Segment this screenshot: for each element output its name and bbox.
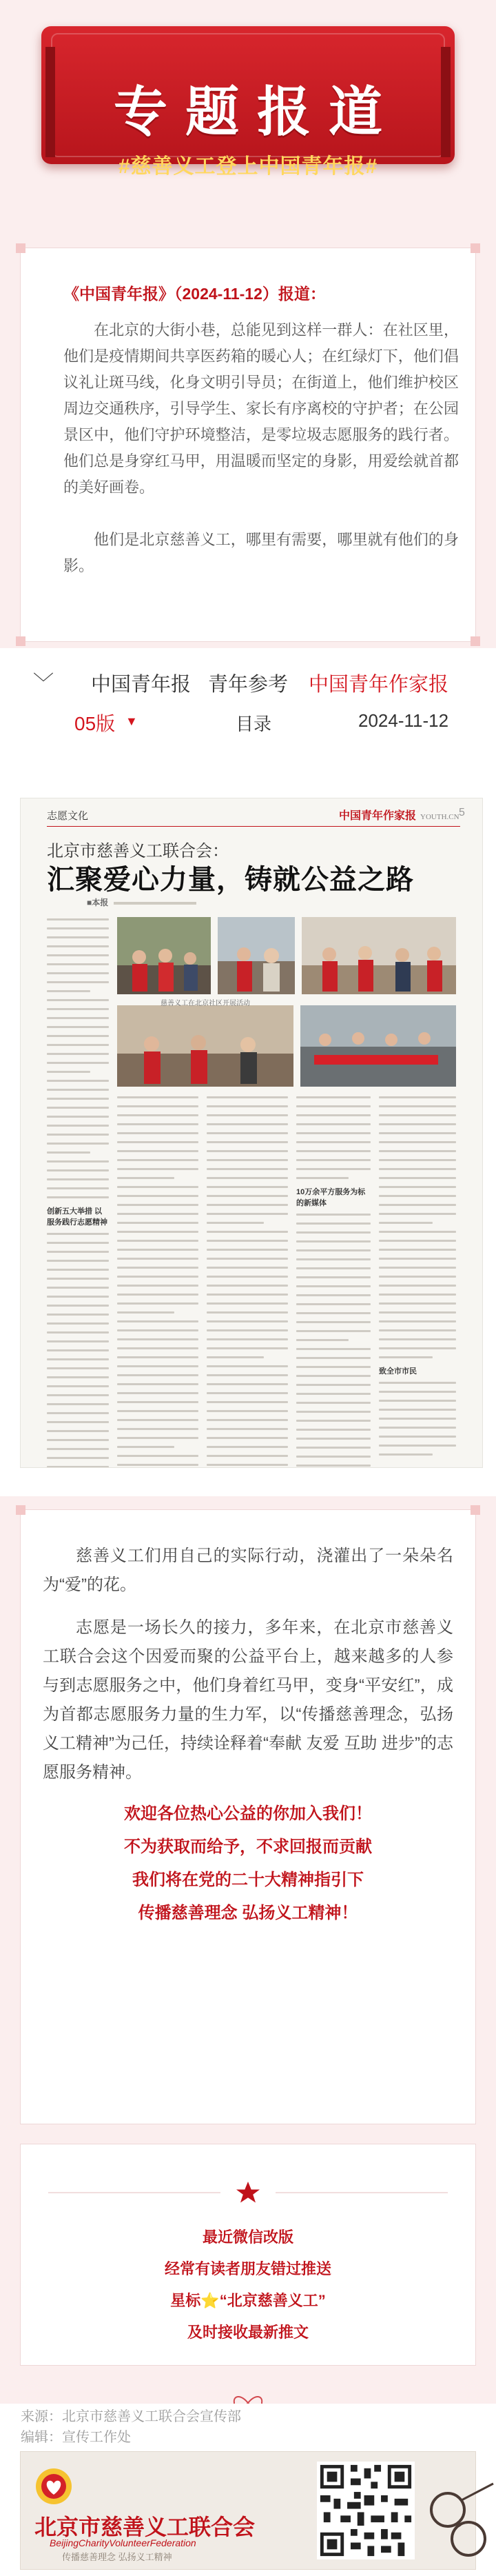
paper-kicker: 北京市慈善义工联合会： xyxy=(47,842,229,861)
org-slogan: 传播慈善理念 弘扬义工精神 xyxy=(62,2552,172,2562)
corner-decoration xyxy=(16,1505,25,1515)
divider xyxy=(47,826,460,827)
paper-column xyxy=(117,1096,198,1467)
org-logo-icon xyxy=(34,2467,73,2506)
follow-line: 星标⭐“北京慈善义工” xyxy=(170,2292,326,2309)
paper-subheading: 创新五大举措 以服务践行志愿精神 xyxy=(47,1207,107,1227)
news-photo xyxy=(117,1005,293,1087)
paper-section-label: 志愿文化 xyxy=(47,810,89,822)
star-divider xyxy=(21,2179,475,2206)
photo-caption: 慈善义工在北京社区开展活动 xyxy=(161,1000,250,1007)
corner-decoration xyxy=(471,1505,480,1515)
newspaper-page-image[interactable] xyxy=(21,798,482,1467)
chevron-down-icon[interactable]: ﹀ xyxy=(33,672,54,695)
publication-tabs xyxy=(0,662,496,696)
qr-code[interactable] xyxy=(317,2462,415,2559)
corner-decoration xyxy=(471,636,480,646)
banner-subtitle: #慈善义工登上中国青年报# xyxy=(118,155,378,178)
org-card xyxy=(21,2452,475,2569)
corner-decoration xyxy=(16,243,25,253)
paper-column xyxy=(379,1096,456,1462)
issue-date: 2024-11-12 xyxy=(358,710,449,731)
follow-line: 最近微信改版 xyxy=(202,2228,293,2246)
corner-decoration xyxy=(16,636,25,646)
paper-headline: 汇聚爱心力量，铸就公益之路 xyxy=(47,865,414,895)
follow-line: 经常有读者朋友错过推送 xyxy=(164,2260,331,2277)
glasses-decoration xyxy=(420,2479,496,2562)
corner-decoration xyxy=(471,243,480,253)
tab-youth-reference[interactable]: 青年参考 xyxy=(208,674,289,696)
paper-subheading: 致全市市民 xyxy=(379,1367,417,1376)
banner-card xyxy=(41,26,455,178)
quote-heading: 《中国青年报》（2024-11-12）报道： xyxy=(63,285,326,303)
tab-china-youth-daily[interactable]: 中国青年报 xyxy=(91,674,192,696)
news-photo xyxy=(218,917,295,994)
news-photo xyxy=(117,917,211,994)
editor-text: 编辑：宣传工作处 xyxy=(21,2430,131,2445)
paper-column xyxy=(207,1096,288,1467)
quote-paragraph: 在北京的大街小巷，总能见到这样一群人：在社区里，他们是疫情期间共享医药箱的暖心人；在红绿灯下，他们倡议礼让斑马线，化身文明引导员；在街道上，他们维护校区周边交通秩序，引导学生、家长有序离校的守护者；在公园景区中，他们守护环境整洁，是零垃圾志愿服务的践行者。他们总是身穿红马甲，用温暖而坚定的身影，用爱绘就首都的美好画卷。 xyxy=(63,321,459,496)
footer xyxy=(0,2404,496,2576)
paper-column xyxy=(296,1096,371,1467)
paper-column xyxy=(47,918,109,1467)
article-paragraph: 志愿是一场长久的接力，多年来，在北京市慈善义工联合会这个因爱而聚的公益平台上，越来越多的人参与到志愿服务之中，他们身着红马甲，变身“平安红”，成为首都志愿服务力量的生力军，以“传播慈善理念，弘扬义工精神”为己任，持续诠释着“奉献 友爱 互助 进步”的志愿服务精神。 xyxy=(43,1618,453,1782)
newspaper-app-screenshot xyxy=(0,648,496,1496)
news-photo xyxy=(302,917,456,994)
banner-title: 专题报道 xyxy=(113,81,400,143)
highlight-line: 欢迎各位热心公益的你加入我们！ xyxy=(124,1804,372,1823)
follow-section xyxy=(0,2144,496,2404)
article-section xyxy=(0,1496,496,2144)
paper-page-number: 5 xyxy=(459,807,465,818)
paper-logo: 中国青年作家报 YOUTH.CN xyxy=(339,810,459,822)
org-english-name: BeijingCharityVolunteerFederation xyxy=(50,2537,196,2548)
article-paragraph: 慈善义工们用自己的实际行动，浇灌出了一朵朵名为“爱”的花。 xyxy=(43,1547,453,1594)
toc-button[interactable]: 目录 xyxy=(236,714,272,734)
paper-byline: ■本报 xyxy=(87,896,196,908)
quote-card xyxy=(21,248,475,641)
org-name: 北京市慈善义工联合会 xyxy=(34,2515,256,2539)
tab-youth-writers[interactable]: 中国青年作家报 xyxy=(309,674,449,696)
quote-paragraph: 他们是北京慈善义工，哪里有需要，哪里就有他们的身影。 xyxy=(63,531,459,574)
source-text: 来源：北京市慈善义工联合会宣传部 xyxy=(21,2409,241,2424)
edition-selector[interactable]: 05版 xyxy=(74,713,116,734)
follow-line: 及时接收最新推文 xyxy=(187,2324,309,2341)
header-banner xyxy=(0,0,496,207)
highlight-line: 传播慈善理念 弘扬义工精神！ xyxy=(138,1904,358,1922)
highlight-line: 我们将在党的二十大精神指引下 xyxy=(132,1871,364,1889)
edition-bar xyxy=(0,709,496,736)
news-photo xyxy=(300,1005,456,1087)
quote-section xyxy=(0,207,496,648)
paper-subheading: 10万余平方服务为标的新媒体 xyxy=(296,1188,366,1207)
chevron-down-icon[interactable]: ▼ xyxy=(125,714,138,728)
highlight-line: 不为获取而给予，不求回报而贡献 xyxy=(124,1838,372,1856)
